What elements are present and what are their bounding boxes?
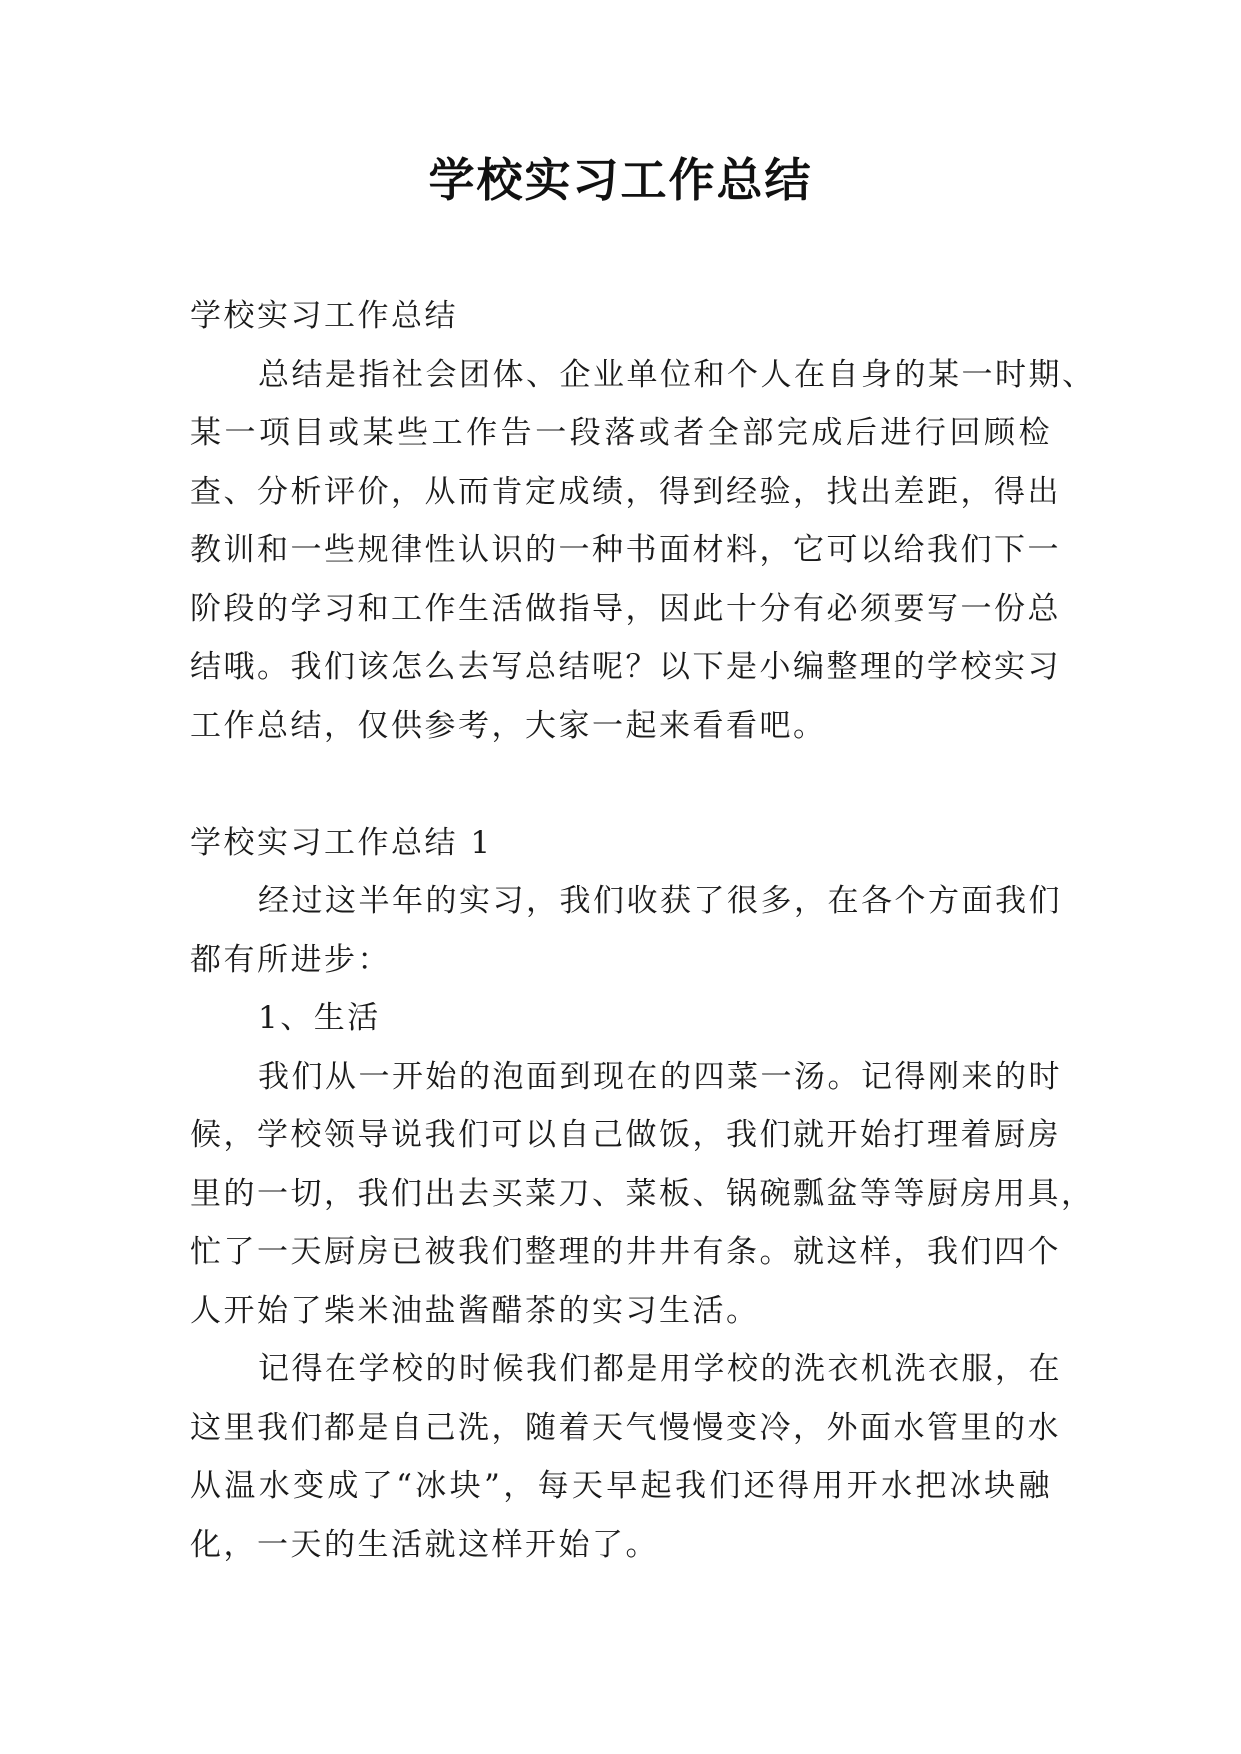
text-line: 阶段的学习和工作生活做指导，因此十分有必须要写一份总 xyxy=(190,590,1061,627)
text-line: 忙了一天厨房已被我们整理的井井有条。就这样，我们四个 xyxy=(190,1234,1061,1270)
text-line: 都有所进步： xyxy=(190,941,391,978)
text-line: 化，一天的生活就这样开始了。 xyxy=(190,1526,659,1563)
text-line: 学校实习工作总结 xyxy=(190,298,458,334)
text-line: 经过这半年的实习，我们收获了很多，在各个方面我们 xyxy=(258,883,1062,919)
text-line: 人开始了柴米油盐酱醋茶的实习生活。 xyxy=(190,1292,760,1329)
text-line: 学校实习工作总结 1 xyxy=(190,824,493,861)
text-line: 候，学校领导说我们可以自己做饭，我们就开始打理着厨房 xyxy=(190,1117,1061,1153)
text-line: 这里我们都是自己洗，随着天气慢慢变冷，外面水管里的水 xyxy=(190,1409,1061,1446)
text-line: 总结是指社会团体、企业单位和个人在自身的某一时期、 xyxy=(258,356,1096,393)
text-line: 记得在学校的时候我们都是用学校的洗衣机洗衣服，在 xyxy=(258,1351,1062,1387)
text-line: 某一项目或某些工作告一段落或者全部完成后进行回顾检 xyxy=(190,415,1052,451)
text-line: 我们从一开始的泡面到现在的四菜一汤。记得刚来的时 xyxy=(258,1058,1062,1095)
text-line: 工作总结，仅供参考，大家一起来看看吧。 xyxy=(190,707,827,744)
document-body xyxy=(190,287,1096,1574)
text-line: 查、分析评价，从而肯定成绩，得到经验，找出差距，得出 xyxy=(190,473,1061,510)
text-line: 教训和一些规律性认识的一种书面材料，它可以给我们下一 xyxy=(190,532,1061,568)
text-line: 结哦。我们该怎么去写总结呢？以下是小编整理的学校实习 xyxy=(190,649,1061,685)
text-line: 从温水变成了“冰块”，每天早起我们还得用开水把冰块融 xyxy=(190,1468,1052,1504)
text-line: 里的一切，我们出去买菜刀、菜板、锅碗瓢盆等等厨房用具， xyxy=(190,1175,1095,1212)
text-line: 1、生活 xyxy=(258,1000,381,1036)
blank-line xyxy=(190,755,1052,814)
document-title: 学校实习工作总结 xyxy=(428,153,813,207)
